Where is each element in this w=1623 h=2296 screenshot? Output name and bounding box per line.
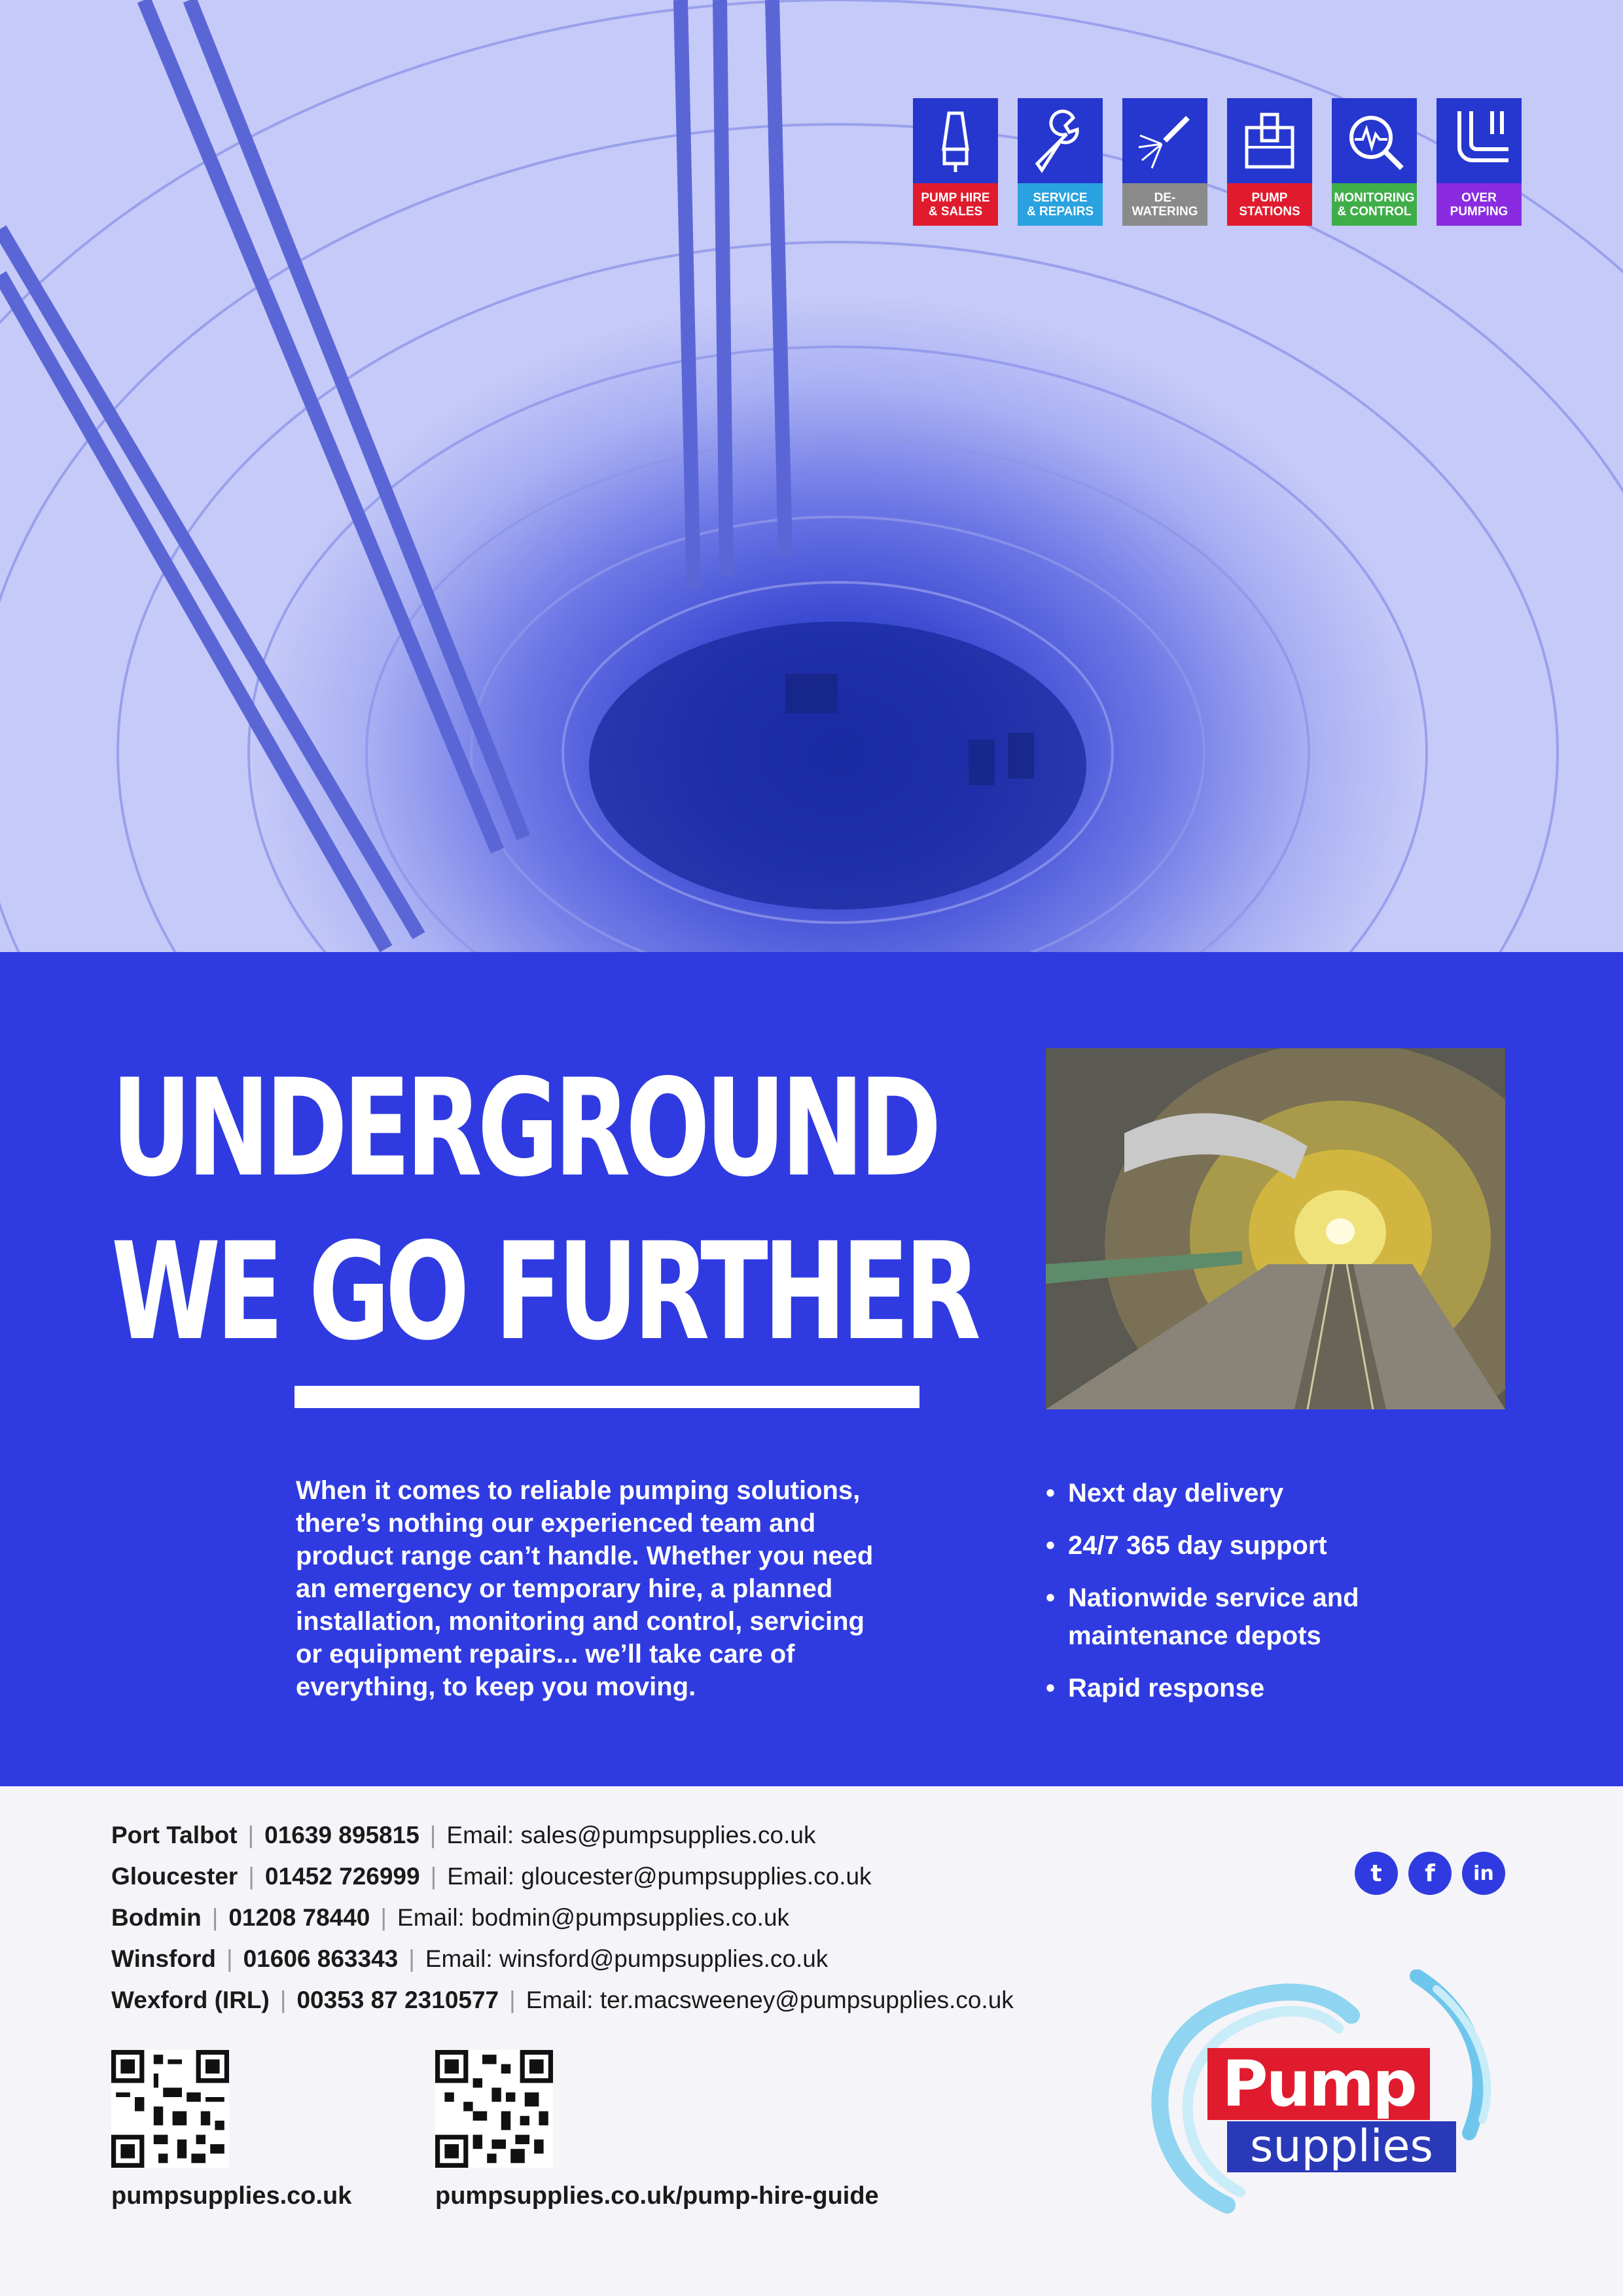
contact-row: Wexford (IRL) | 00353 87 2310577 | Email: ter.macsweeney@pumpsupplies.co.uk: [111, 1987, 1014, 2013]
feature-item: • Nationwide service and maintenance depots: [1046, 1579, 1408, 1655]
service-dewatering[interactable]: [1122, 98, 1207, 226]
headline: [111, 1047, 976, 1374]
headline-line-2: WE GO FURTHER: [111, 1214, 976, 1370]
contact-email[interactable]: Email: bodmin@pumpsupplies.co.uk: [397, 1904, 790, 1931]
feature-item: • 24/7 365 day support: [1046, 1527, 1408, 1564]
pump-icon: [913, 98, 998, 183]
contact-location: Port Talbot: [111, 1822, 238, 1848]
service-label: DE- WATERING: [1122, 183, 1207, 226]
hose-spray-icon: [1122, 98, 1207, 183]
service-label: PUMP STATIONS: [1227, 183, 1312, 226]
contact-email[interactable]: Email: ter.macsweeney@pumpsupplies.co.uk: [526, 1987, 1014, 2013]
service-label: PUMP HIRE & SALES: [913, 183, 998, 226]
service-label: OVER PUMPING: [1436, 183, 1522, 226]
logo-supplies-text: supplies: [1227, 2121, 1456, 2172]
service-repairs[interactable]: [1018, 98, 1103, 226]
logo-pump-text: Pump: [1207, 2048, 1430, 2120]
contact-location: Gloucester: [111, 1863, 238, 1890]
pump-supplies-logo: [1129, 1969, 1522, 2218]
service-monitoring[interactable]: [1332, 98, 1417, 226]
linkedin-icon[interactable]: in: [1462, 1852, 1505, 1895]
facebook-icon[interactable]: f: [1408, 1852, 1452, 1895]
service-pump-hire[interactable]: [913, 98, 998, 226]
service-label: MONITORING & CONTROL: [1332, 183, 1417, 226]
contact-email[interactable]: Email: winsford@pumpsupplies.co.uk: [425, 1945, 829, 1972]
service-pump-stations[interactable]: [1227, 98, 1312, 226]
headline-line-1: UNDERGROUND: [111, 1051, 937, 1207]
contact-location: Wexford (IRL): [111, 1987, 270, 2013]
monitor-magnifier-icon: [1332, 98, 1417, 183]
qr-code-pump-hire-guide[interactable]: [435, 2050, 553, 2168]
qr-caption-pump-hire-guide[interactable]: pumpsupplies.co.uk/pump-hire-guide: [435, 2182, 879, 2210]
service-icons-row: [913, 98, 1522, 226]
qr-caption-website[interactable]: pumpsupplies.co.uk: [111, 2182, 352, 2210]
contact-phone[interactable]: 01208 78440: [228, 1904, 370, 1931]
qr-code-website[interactable]: [111, 2050, 229, 2168]
wrench-icon: [1018, 98, 1103, 183]
feature-list: [1046, 1474, 1408, 1722]
pump-station-icon: [1227, 98, 1312, 183]
feature-item: • Next day delivery: [1046, 1474, 1408, 1512]
contact-phone[interactable]: 01639 895815: [264, 1822, 419, 1848]
intro-paragraph: When it comes to reliable pumping solutions, there’s nothing our experienced team and product range can’t handle. Whether you need an emergency or temporary hire, a planned installation, monitoring and control, servicing or equipment repairs... we’ll take care of everything, to keep you moving.: [296, 1476, 874, 1701]
contact-list: [111, 1814, 1014, 2021]
contact-phone[interactable]: 00353 87 2310577: [296, 1987, 499, 2013]
service-over-pumping[interactable]: [1436, 98, 1522, 226]
contact-email[interactable]: Email: gloucester@pumpsupplies.co.uk: [447, 1863, 872, 1890]
contact-row: Port Talbot | 01639 895815 | Email: sales@pumpsupplies.co.uk: [111, 1822, 816, 1848]
feature-item: • Rapid response: [1046, 1669, 1408, 1707]
social-links: [1355, 1852, 1505, 1895]
twitter-icon[interactable]: t: [1355, 1852, 1398, 1895]
pipes-icon: [1436, 98, 1522, 183]
contact-phone[interactable]: 01452 726999: [264, 1863, 420, 1890]
contact-phone[interactable]: 01606 863343: [243, 1945, 399, 1972]
tunnel-photo: [1046, 1048, 1505, 1409]
contact-email[interactable]: Email: sales@pumpsupplies.co.uk: [446, 1822, 816, 1848]
contact-location: Bodmin: [111, 1904, 202, 1931]
service-label: SERVICE & REPAIRS: [1018, 183, 1103, 226]
headline-underline: [294, 1386, 919, 1408]
contact-row: Bodmin | 01208 78440 | Email: bodmin@pumpsupplies.co.uk: [111, 1904, 790, 1931]
contact-location: Winsford: [111, 1945, 216, 1972]
contact-row: Gloucester | 01452 726999 | Email: gloucester@pumpsupplies.co.uk: [111, 1863, 872, 1890]
contact-row: Winsford | 01606 863343 | Email: winsford@pumpsupplies.co.uk: [111, 1945, 829, 1972]
